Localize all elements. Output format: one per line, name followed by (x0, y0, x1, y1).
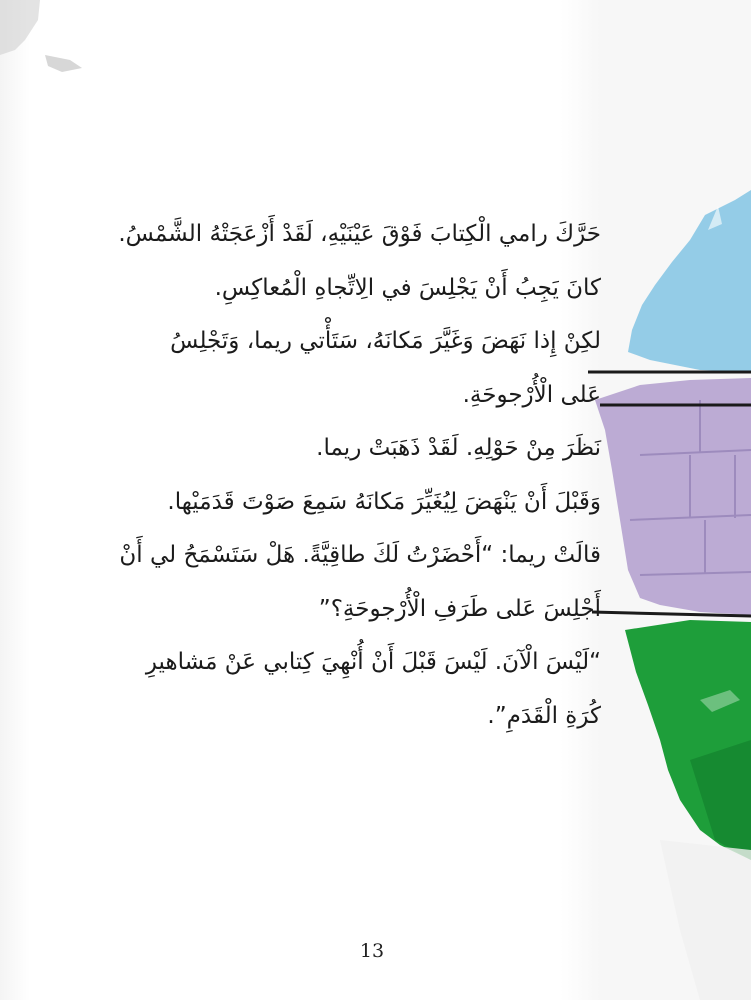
story-line-1: حَرَّكَ رامي الْكِتابَ فَوْقَ عَيْنَيْهِ، لَقَدْ أَزْعَجَتْهُ الشَّمْسُ. (118, 221, 601, 247)
story-line-8: أَجْلِسَ عَلى طَرَفِ الْأُرْجوحَةِ؟” (318, 595, 601, 622)
story-line-5: نَظَرَ مِنْ حَوْلِهِ. لَقَدْ ذَهَبَتْ ريما. (316, 435, 601, 461)
story-line-4: عَلى الْأُرْجوحَةِ. (462, 381, 601, 408)
story-text (81, 208, 601, 743)
page-number: 13 (359, 940, 385, 962)
story-line-9: “لَيْسَ الْآنَ. لَيْسَ قَبْلَ أَنْ أُنْهِيَ كِتابي عَنْ مَشاهيرِ (145, 649, 601, 675)
story-line-7: قالَتْ ريما: “أَحْضَرْتُ لَكَ طاقِيَّةً. هَلْ سَتَسْمَحُ لي أَنْ (119, 542, 601, 568)
corner-smudge (0, 0, 100, 80)
story-line-2: كانَ يَجِبُ أَنْ يَجْلِسَ في الِاتِّجاهِ الْمُعاكِسِ. (214, 274, 601, 301)
story-line-10: كُرَةِ الْقَدَمِ”. (487, 702, 601, 729)
story-line-3: لكِنْ إِذا نَهَضَ وَغَيَّرَ مَكانَهُ، سَتَأْتي ريما، وَتَجْلِسُ (170, 328, 601, 354)
wall-paint (595, 378, 751, 615)
story-line-6: وَقَبْلَ أَنْ يَنْهَضَ لِيُغَيِّرَ مَكانَهُ سَمِعَ صَوْتَ قَدَمَيْها. (167, 488, 601, 515)
ground-shadow (660, 840, 751, 1000)
sky-paint (628, 190, 751, 372)
